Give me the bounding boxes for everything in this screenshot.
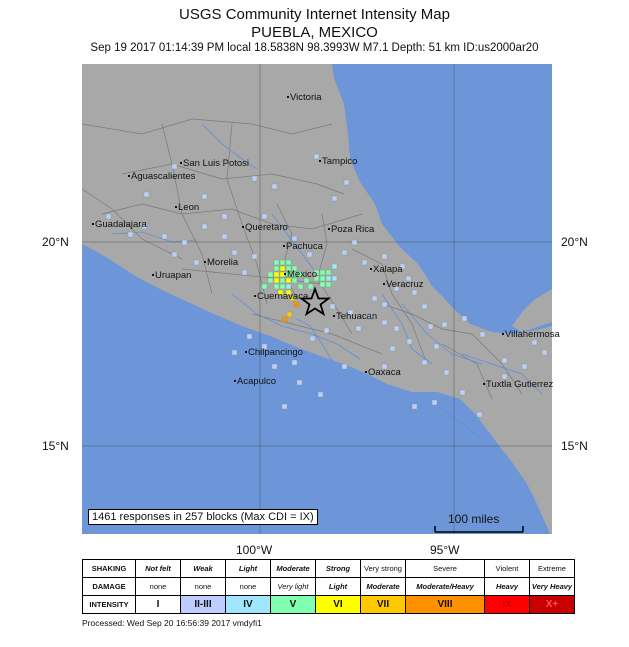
intensity-swatch: II-III: [181, 596, 226, 614]
legend-row-label: SHAKING: [83, 560, 136, 578]
intensity-block: [542, 350, 547, 355]
intensity-block: [390, 346, 395, 351]
intensity-block: [222, 234, 227, 239]
lat-label-15-right: 15°N: [561, 439, 588, 453]
city-label: Queretaro: [245, 222, 288, 233]
processed-timestamp: Processed: Wed Sep 20 16:56:39 2017 vmdyfi1: [82, 618, 262, 628]
city-marker: [287, 96, 289, 98]
intensity-block: [252, 176, 257, 181]
legend-cell: none: [136, 578, 181, 596]
intensity-swatch: IX: [485, 596, 530, 614]
city-label: Oaxaca: [368, 367, 401, 378]
intensity-swatch: X+: [530, 596, 575, 614]
city-label: San Luis Potosi: [183, 158, 250, 169]
intensity-block: [274, 260, 279, 265]
intensity-block: [412, 404, 417, 409]
intensity-block: [144, 192, 149, 197]
lon-label-95: 95°W: [430, 543, 460, 557]
city-marker: [333, 315, 335, 317]
intensity-block: [422, 304, 427, 309]
intensity-block: [292, 360, 297, 365]
city-label: Tehuacan: [336, 311, 378, 322]
legend-cell: Very light: [271, 578, 316, 596]
intensity-block: [287, 312, 292, 317]
city-marker: [383, 283, 385, 285]
city-label: Uruapan: [155, 270, 192, 281]
scale-label: 100 miles: [448, 512, 500, 526]
city-label: Pachuca: [286, 241, 323, 252]
intensity-block: [286, 284, 291, 289]
intensity-block: [412, 290, 417, 295]
intensity-block: [202, 224, 207, 229]
legend-row-shaking: [83, 560, 575, 578]
intensity-block: [274, 272, 279, 277]
intensity-block: [422, 360, 427, 365]
intensity-swatch: VI: [316, 596, 361, 614]
city-marker: [180, 162, 182, 164]
intensity-block: [252, 254, 257, 259]
intensity-block: [382, 320, 387, 325]
intensity-block: [442, 322, 447, 327]
intensity-legend: [82, 559, 575, 614]
intensity-block: [460, 390, 465, 395]
city-marker: [245, 351, 247, 353]
intensity-block: [342, 250, 347, 255]
intensity-block: [326, 282, 331, 287]
city-marker: [92, 223, 94, 225]
intensity-block: [314, 154, 319, 159]
intensity-block: [320, 276, 325, 281]
intensity-block: [274, 284, 279, 289]
legend-cell: Violent: [485, 560, 530, 578]
intensity-block: [372, 296, 377, 301]
city-marker: [319, 160, 321, 162]
city-label: Tampico: [322, 156, 358, 167]
intensity-block: [280, 260, 285, 265]
intensity-block: [326, 270, 331, 275]
intensity-block: [382, 302, 387, 307]
intensity-block: [324, 328, 329, 333]
intensity-block: [318, 392, 323, 397]
intensity-swatch: VII: [361, 596, 406, 614]
intensity-block: [344, 180, 349, 185]
lon-label-100: 100°W: [236, 543, 273, 557]
intensity-block: [194, 260, 199, 265]
city-marker: [328, 228, 330, 230]
intensity-swatch: I: [136, 596, 181, 614]
legend-cell: Severe: [406, 560, 485, 578]
intensity-block: [332, 264, 337, 269]
legend-cell: none: [226, 578, 271, 596]
intensity-block: [298, 284, 303, 289]
city-label: Cuernavaca: [257, 291, 309, 302]
city-marker: [254, 295, 256, 297]
city-label: Morelia: [207, 257, 239, 268]
legend-cell: Very strong: [361, 560, 406, 578]
legend-row-label: INTENSITY: [83, 596, 136, 614]
lat-label-20-left: 20°N: [42, 235, 69, 249]
city-label: Xalapa: [373, 264, 403, 275]
intensity-block: [326, 276, 331, 281]
intensity-block: [428, 324, 433, 329]
intensity-block: [172, 252, 177, 257]
legend-cell: Moderate/Heavy: [406, 578, 485, 596]
city-marker: [175, 206, 177, 208]
intensity-block: [362, 260, 367, 265]
city-marker: [204, 261, 206, 263]
intensity-block: [268, 272, 273, 277]
intensity-block: [522, 364, 527, 369]
intensity-block: [262, 284, 267, 289]
intensity-block: [182, 240, 187, 245]
city-label: Leon: [178, 202, 200, 213]
city-marker: [242, 226, 244, 228]
intensity-block: [286, 260, 291, 265]
intensity-block: [272, 364, 277, 369]
intensity-map[interactable]: [82, 64, 560, 534]
intensity-block: [352, 240, 357, 245]
intensity-block: [477, 412, 482, 417]
intensity-swatch: IV: [226, 596, 271, 614]
intensity-block: [434, 344, 439, 349]
city-label: Aguascalientes: [131, 171, 196, 182]
intensity-block: [222, 214, 227, 219]
city-label: Mexico: [287, 269, 318, 280]
intensity-block: [330, 304, 335, 309]
city-label: Chilpancingo: [248, 347, 303, 358]
intensity-block: [394, 326, 399, 331]
intensity-block: [247, 334, 252, 339]
intensity-block: [356, 326, 361, 331]
intensity-block: [297, 380, 302, 385]
city-marker: [283, 245, 285, 247]
legend-cell: none: [181, 578, 226, 596]
intensity-block: [282, 404, 287, 409]
city-label: Tuxtla Gutierrez: [486, 379, 554, 390]
intensity-block: [502, 358, 507, 363]
intensity-swatch: V: [271, 596, 316, 614]
intensity-block: [320, 270, 325, 275]
intensity-block: [232, 350, 237, 355]
city-label: Veracruz: [386, 279, 424, 290]
legend-cell: Moderate: [361, 578, 406, 596]
legend-row-intensity: [83, 596, 575, 614]
city-marker: [234, 380, 236, 382]
city-label: Guadalajara: [95, 219, 147, 230]
city-label: Victoria: [290, 92, 322, 103]
intensity-block: [272, 184, 277, 189]
intensity-block: [294, 302, 299, 307]
intensity-block: [307, 252, 312, 257]
lat-label-15-left: 15°N: [42, 439, 69, 453]
intensity-block: [444, 370, 449, 375]
intensity-block: [282, 317, 287, 322]
intensity-block: [280, 278, 285, 283]
city-label: Poza Rica: [331, 224, 375, 235]
intensity-block: [382, 254, 387, 259]
intensity-block: [242, 270, 247, 275]
city-marker: [128, 175, 130, 177]
legend-cell: Moderate: [271, 560, 316, 578]
legend-cell: Heavy: [485, 578, 530, 596]
city-marker: [284, 273, 286, 275]
intensity-block: [262, 214, 267, 219]
legend-cell: Light: [226, 560, 271, 578]
legend-cell: Weak: [181, 560, 226, 578]
intensity-block: [268, 278, 273, 283]
legend-cell: Not felt: [136, 560, 181, 578]
city-marker: [365, 371, 367, 373]
intensity-block: [342, 364, 347, 369]
intensity-block: [432, 400, 437, 405]
intensity-block: [332, 196, 337, 201]
intensity-swatch: VIII: [406, 596, 485, 614]
lat-label-20-right: 20°N: [561, 235, 588, 249]
intensity-block: [480, 332, 485, 337]
intensity-block: [274, 266, 279, 271]
intensity-block: [128, 232, 133, 237]
region-title: PUEBLA, MEXICO: [251, 24, 378, 41]
city-marker: [152, 274, 154, 276]
city-label: Villahermosa: [505, 329, 560, 340]
city-label: Acapulco: [237, 376, 277, 387]
intensity-block: [407, 339, 412, 344]
intensity-block: [232, 250, 237, 255]
city-marker: [502, 333, 504, 335]
legend-cell: Very Heavy: [530, 578, 575, 596]
legend-cell: Extreme: [530, 560, 575, 578]
legend-cell: Strong: [316, 560, 361, 578]
intensity-block: [320, 282, 325, 287]
city-marker: [370, 268, 372, 270]
intensity-block: [462, 316, 467, 321]
intensity-block: [310, 336, 315, 341]
intensity-block: [280, 284, 285, 289]
intensity-block: [532, 340, 537, 345]
intensity-block: [308, 284, 313, 289]
intensity-block: [202, 194, 207, 199]
event-info: Sep 19 2017 01:14:39 PM local 18.5838N 98.3993W M7.1 Depth: 51 km ID:us2000ar20: [90, 42, 539, 54]
intensity-block: [332, 276, 337, 281]
intensity-block: [280, 266, 285, 271]
intensity-block: [172, 164, 177, 169]
intensity-block: [274, 278, 279, 283]
legend-row-label: DAMAGE: [83, 578, 136, 596]
intensity-block: [162, 234, 167, 239]
city-marker: [483, 383, 485, 385]
legend-row-damage: [83, 578, 575, 596]
map-title: USGS Community Internet Intensity Map: [179, 6, 450, 23]
legend-cell: Light: [316, 578, 361, 596]
response-stats: 1461 responses in 257 blocks (Max CDI = IX): [88, 509, 318, 525]
